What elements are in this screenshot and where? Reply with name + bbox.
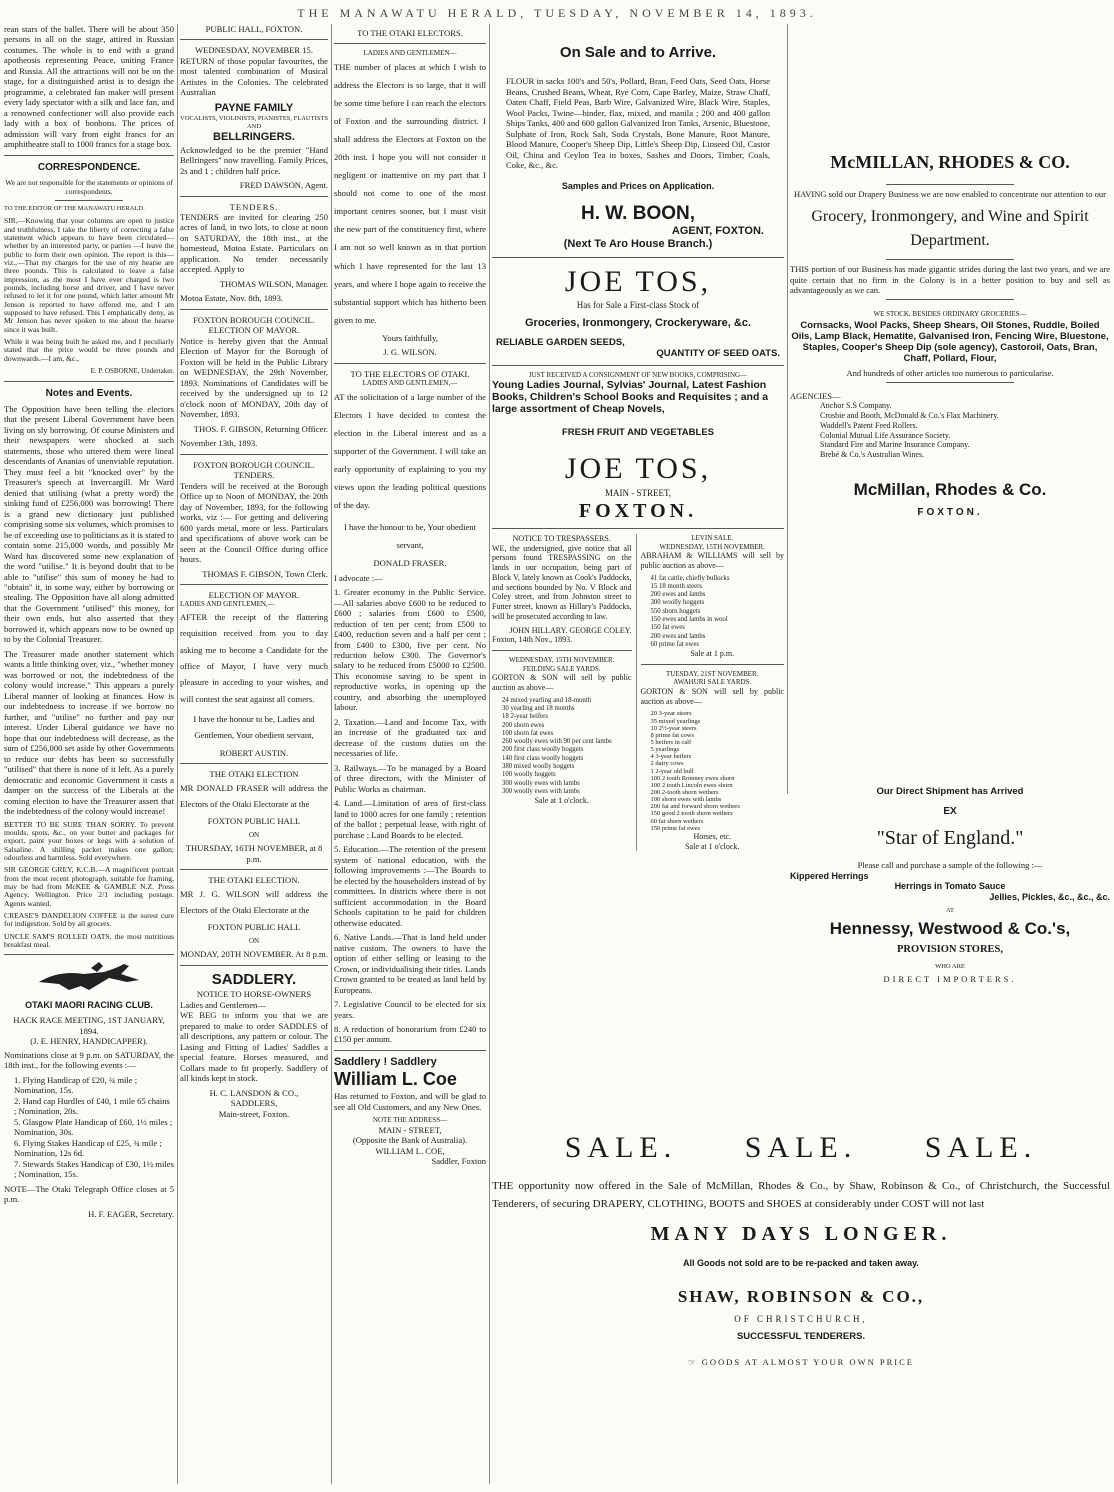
fraser-heading: TO THE ELECTORS OF OTAKI. xyxy=(350,368,470,379)
plank: 3. Railways.—To be managed by a Board of three directors, with the Minister of Public Works as chairman. xyxy=(334,762,486,794)
feilding-text: GORTON & SON will sell by public auction as above— xyxy=(492,673,632,693)
mcmillan-intro: HAVING sold our Drapery Business we are now enabled to concentrate our attention to our xyxy=(794,188,1106,199)
feilding-heading: FEILDING SALE YARDS. xyxy=(522,664,601,673)
election-signature: THOS. F. GIBSON, Returning Officer. xyxy=(193,423,328,434)
letter-addressee: TO THE EDITOR OF THE MANAWATU HERALD. xyxy=(4,205,145,213)
stock-item: 60 fat shorn wethers xyxy=(650,817,704,825)
levin-text: ABRAHAM & WILLIAMS will sell by public auction as above— xyxy=(640,551,784,570)
coe-top: Saddlery ! Saddlery xyxy=(334,1055,437,1068)
stock-item: 100 2 tooth Romney ewes shorn xyxy=(650,774,735,782)
wilson-letter: THE number of places at which I wish to address the Electors is so large, that it will be some time before I can reach the electors of Foxton and the surrounding district. I shall address the Electors at Foxton on the 20th inst. I hope you will not consider it negligent or inattentive on my part that I should not come to one of the most important centres sooner, but I must visit the new part of the constituency first, where I am not so well known as in that portion which I have represented for the last 13 years, and where I hope again to receive the substantial support which has hitherto been given to me. xyxy=(334,62,486,325)
boon-agent: AGENT, FOXTON. xyxy=(671,224,764,237)
sale-ad xyxy=(492,1130,1110,1490)
mayor-salutation: LADIES AND GENTLEMEN,— xyxy=(180,600,275,609)
otaki-electors-heading: TO THE OTAKI ELECTORS. xyxy=(357,28,463,38)
shipment-item: Herrings in Tomato Sauce xyxy=(894,881,1006,892)
shipment-heading: Our Direct Shipment has Arrived xyxy=(876,786,1024,797)
trespass-signature: JOHN HILLARY. GEORGE COLEY. xyxy=(509,625,632,635)
agency-item: Anchor S.S Company. xyxy=(820,401,892,411)
mayor-heading: ELECTION OF MAYOR. xyxy=(208,590,300,600)
joe-tos-title: JOE TOS, xyxy=(564,264,712,298)
feilding-sale: Sale at 1 o'clock. xyxy=(534,796,589,806)
race-event: 1. Flying Handicap of £20, ¾ mile ; Nomination, 15s. xyxy=(14,1074,138,1096)
otaki-venue: FOXTON PUBLIC HALL xyxy=(207,922,301,933)
stock-item: 100 shorn fat ewes xyxy=(502,729,554,737)
stock-item: 200 shorn ewes xyxy=(502,721,545,729)
stock-item: 30 yearling and 18 months xyxy=(502,705,575,713)
trespass-heading: NOTICE TO TRESPASSERS. xyxy=(512,533,611,543)
election-date: November 13th, 1893. xyxy=(180,438,258,449)
saddlery-heading: SADDLERY. xyxy=(211,970,297,988)
shipment-call: Please call and purchase a sample of the following :— xyxy=(857,860,1043,871)
election-text: Notice is hereby given that the Annual Election of Mayor for the Borough of Foxton will be held in the Public Library on WEDNESDAY, the 29th November, 1893. Nominations of Candidates will be received by the undersigned up to 12 o'clock noon of MONDAY, 20th day of November, 1893. xyxy=(180,335,328,420)
plank: 5. Education.—The retention of the present system of national education, with the following improvements :—The Boards to be elected by the householders instead of by committees. In districts where there is not sufficient accommodation in the Board Schools capitation to be paid for children otherwise educated. xyxy=(334,844,487,928)
column-4 xyxy=(492,24,784,851)
stock-item: 200 first class woolly hoggets xyxy=(502,746,584,754)
stock-item: 24 mixed yearling and 18-month xyxy=(502,696,592,704)
boon-name: H. W. BOON, xyxy=(581,202,695,224)
column-5 xyxy=(790,24,1110,784)
tenders-signature: THOMAS F. GIBSON, Town Clerk. xyxy=(202,568,328,579)
fraser-letter: AT the solicitation of a large number of the Electors I have decided to contest the election in the Liberal interest and as a supporter of the Government. I will take an early opportunity of explaining to you my views upon the leading political questions of the day. xyxy=(334,391,486,510)
tenders-heading: TENDERS. xyxy=(233,470,275,481)
stock-item: 150 fat ewes xyxy=(650,624,685,632)
column-2 xyxy=(180,24,328,1488)
agency-item: Brebé & Co.'s Australian Wines. xyxy=(820,450,925,460)
notes-heading: Notes and Events. xyxy=(45,387,133,399)
coe-signature: WILLIAM L. COE, xyxy=(375,1145,445,1156)
tenders-date: Motoa Estate, Nov. 8th, 1893. xyxy=(180,293,284,304)
coe-opposite: (Opposite the Bank of Australia). xyxy=(352,1135,468,1146)
shipment-item: Jellies, Pickles, &c., &c., &c. xyxy=(989,892,1110,903)
mcmillan-town: FOXTON. xyxy=(917,506,983,518)
provision-stores: PROVISION STORES, xyxy=(896,944,1003,956)
sale-title: SALE. SALE. SALE. xyxy=(564,1131,1038,1164)
shipment-ex: EX xyxy=(943,805,957,817)
mcmillan-signature: McMillan, Rhodes & Co. xyxy=(853,479,1047,499)
trespass-date: Foxton, 14th Nov., 1893. xyxy=(492,635,573,645)
stock-item: 300 woolly ewes with lambs xyxy=(502,779,580,787)
bellringers: BELLRINGERS. xyxy=(213,131,295,144)
awahuri-heading: AWAHURI SALE YARDS. xyxy=(673,678,752,687)
stock-item: 200 ewes and lambs xyxy=(650,632,706,640)
awahuri-date: TUESDAY, 21ST NOVEMBER. xyxy=(666,669,759,678)
stock-item: 5 heifers in calf xyxy=(650,738,692,746)
column-rule xyxy=(787,24,788,794)
who-are: WHO ARE xyxy=(935,962,965,970)
council-heading: FOXTON BOROUGH COUNCIL. xyxy=(193,314,315,325)
levin-date: WEDNESDAY, 15TH NOVEMBER. xyxy=(659,542,765,551)
sale-text: THE opportunity now offered in the Sale of McMillan, Rhodes & Co., by Shaw, Robinson & Co., of Christchurch, the Successful Tenderers, of securing DRAPERY, CLOTHING, BOOTS and SHOES at considerably under COST will not last xyxy=(492,1179,1110,1211)
letter-signature: E. P. OSBORNE, Undertaker. xyxy=(90,367,174,376)
fresh-fruit: FRESH FRUIT AND VEGETABLES xyxy=(561,427,714,439)
coe-note: NOTE THE ADDRESS— xyxy=(372,1116,448,1125)
race-club-title: OTAKI MAORI RACING CLUB. xyxy=(25,1000,153,1011)
of-christchurch: OF CHRISTCHURCH, xyxy=(734,1314,868,1325)
stock-item: 380 mixed woolly hoggets xyxy=(502,763,575,771)
agency-item: Standard Fire and Marine Insurance Company. xyxy=(820,440,970,450)
stock-more: And hundreds of other articles too numerous to particularise. xyxy=(846,367,1054,378)
wilson-signature: J. G. WILSON. xyxy=(383,347,437,358)
tenders-text: TENDERS are invited for clearing 250 acres of land, in two lots, to close at noon on SATURDAY, the 18th inst., at the homestead, Motoa Estate. Particulars on application. No tender necessarily accepted. Apply to xyxy=(180,211,328,275)
notes-paragraph: BETTER TO BE SURE THAN SORRY. To prevent moulds, spots, &c., on your butter and packages for export, paint your boxes or kegs with a solution of Salsaline. A shilling packet makes one gallon; odourless and harmless. Sold everywhere. xyxy=(4,819,174,863)
saddlery-signature: H. C. LANSDON & CO., xyxy=(209,1087,299,1098)
repacked-note: All Goods not sold are to be re-packed and taken away. xyxy=(683,1258,919,1269)
notes-paragraph: UNCLE SAM'S ROLLED OATS, the most nutritious breakfast meal. xyxy=(4,931,174,950)
stock-item: 10 2½-year steers xyxy=(650,724,697,732)
stock-item: 300 woolly hoggets xyxy=(650,599,705,607)
joe-tos-subtitle: Has for Sale a First-class Stock of xyxy=(576,300,700,311)
stock-item: 140 first class woolly hoggets xyxy=(502,754,584,762)
books-intro: JUST RECEIVED A CONSIGNMENT OF NEW BOOKS, COMPRISING— xyxy=(528,370,748,379)
joe-tos-town: FOXTON. xyxy=(578,499,698,522)
stock-list: Cornsacks, Wool Packs, Sheep Shears, Oil Stones, Ruddle, Boiled Oils, Lamp Black, Hematite, Galvanised Iron, Fencing Wire, Bluestone, Staples, Cooper's Sheep Dip (sole agency), Castoroil, Oats, Bran, Chaff, Pollard, Flour, xyxy=(791,319,1109,364)
stock-item: 8 prime fat cows xyxy=(650,731,695,739)
fraser-closing: I have the honour to be, Your obedient servant, xyxy=(344,522,476,551)
otaki-venue: FOXTON PUBLIC HALL xyxy=(207,816,301,827)
agencies-heading: AGENCIES— xyxy=(790,390,841,401)
wilson-closing: Yours faithfully, xyxy=(382,332,438,343)
successful-tenderers: SUCCESSFUL TENDERERS. xyxy=(736,1331,866,1343)
joe-tos-street: MAIN - STREET, xyxy=(604,487,672,498)
otaki-election-heading: THE OTAKI ELECTION. xyxy=(208,875,300,886)
mayor-closing: I have the honour to be, Ladies and Gentlemen, Your obedient servant, xyxy=(193,713,315,741)
hall-title: PUBLIC HALL, FOXTON. xyxy=(205,24,303,34)
joe-tos-goods: Groceries, Ironmongery, Crockeryware, &c. xyxy=(525,317,751,330)
election-heading: ELECTION OF MAYOR. xyxy=(208,325,300,336)
otaki-election-text: MR J. G. WILSON will address the Electors of the Otaki Electorate at the xyxy=(180,888,328,916)
agency-item: Waddell's Patent Feed Rollers. xyxy=(820,420,918,430)
race-event: 6. Flying Stakes Handicap of £25, ¾ mile ; Nomination, 12s 6d. xyxy=(14,1137,162,1159)
plank: 4. Land.—Limitation of area of first-class land to 1000 acres for one family ; retention of the ballot ; perpetual lease, with right of purchase ; Land Boards to be elected. xyxy=(334,798,486,840)
plank: 2. Taxation.—Land and Income Tax, with an increase of the graduated tax and decrease of the custom duties on the necessaries of life. xyxy=(334,716,486,759)
concert-date: WEDNESDAY, NOVEMBER 15. xyxy=(195,45,313,56)
notes-paragraph: SIR GEORGE GREY, K.C.B.—A magnificent portrait from the most recent photograph, suitable for framing, may be had from McKEE & GAMBLE N.Z. Press Agency, Wellington. Price 2/1 including postage. Agents wanted. xyxy=(4,865,174,908)
stock-item: 200 ewes and lambs xyxy=(650,591,706,599)
mayor-signature: ROBERT AUSTIN. xyxy=(219,747,289,758)
plank: 8. A reduction of honorarium from £240 to £150 per annum. xyxy=(334,1023,486,1045)
tenders-heading: TENDERS. xyxy=(229,201,279,212)
garden-seeds: RELIABLE GARDEN SEEDS, xyxy=(496,336,625,348)
race-events xyxy=(4,1075,174,1180)
stock-item: 5 yearlings xyxy=(650,746,680,754)
otaki-on: ON xyxy=(248,936,260,945)
joe-tos-title: JOE TOS, xyxy=(564,452,712,486)
shipment-ad xyxy=(790,780,1110,1060)
race-event: 7. Stewards Stakes Handicap of £30, 1½ miles ; Nomination, 15s. xyxy=(14,1158,174,1180)
stock-item: 550 shorn hoggets xyxy=(650,607,701,615)
notes-paragraph: The Treasurer made another statement which wants a little thinking over, viz., "whether money was borrowed or not, the indebtedness of the colony would increase." This appears a purely Liberal manner of looking at finances. How is our indebtedness to increase if we borrow no further, and "utilise" no further and pay our interest. Under Liberal guidance we have no hope that our indebtedness will decrease, as the sum of £256,000 set aside by other Governments to reduce our debts has been so successfully "utilised" that there is none of it left. As a purely democratic and economic Government it casts a damper on the success of the Liberals at the coming election to have the Treasurer assert that the indebtedness of the colony would increase! xyxy=(4,648,174,817)
race-note: NOTE—The Otaki Telegraph Office closes at 5 p.m. xyxy=(4,1183,174,1205)
boon-list: FLOUR in sacks 100's and 50's, Pollard, Bran, Feed Oats, Seed Oats, Horse Beans, Crushed Beans, Wheat, Rye Corn, Cape Barley, Maize, Straw Chaff, Oaten Chaff, Field Peas, Barb Wire, Galvanized Wire, Black Wire, Staples, Wool Packs, Twine—binder, flax, mixed, and manila ; 200 and 400 gallon Ships Tanks, 400 and 600 gallon Galvanized Iron Tanks, Arsenic, Bluestone, Sulphate of Iron, Rock Salt, Soda Crystals, Bone Manure, Root Manure, Blood Manure, Cooper's Sheep Dip, Little's Sheep Dip, Linseed Oil, Castor Oil, China and Ceylon Tea in boxes, Sashes and Doors, Timber, Coals, Coke, &c., &c. xyxy=(506,76,770,171)
correspondence-note: We are not responsible for the statements or opinions of correspondents. xyxy=(5,178,173,197)
plank: 7. Legislative Council to be elected for six years. xyxy=(334,999,486,1020)
stock-item: 4 3-year heifers xyxy=(650,753,692,761)
coe-text: Has returned to Foxton, and will be glad to see all Old Customers, and any New Ones. xyxy=(334,1091,486,1112)
agencies-list xyxy=(790,401,1110,460)
stock-item: 1 2-year old bull xyxy=(650,767,694,775)
shipment-at: AT xyxy=(946,907,954,915)
correspondence-heading: CORRESPONDENCE. xyxy=(37,161,141,173)
seed-oats: QUANTITY OF SEED OATS. xyxy=(656,348,780,360)
saddlery-text: WE BEG to inform you that we are prepared to make to order SADDLES of all descriptions, any pattern or colour. The Lasing and Fitting of Ladies' Saddles a special feature. Horses measured, and Collars made to fit properly. Saddlery of all kinds kept in stock. xyxy=(180,1010,328,1084)
stock-item: 2 dairy cows xyxy=(650,760,684,768)
race-meeting: HACK RACE MEETING, 1ST JANUARY, 1894. xyxy=(13,1015,165,1036)
mcmillan-text: THIS portion of our Business has made gigantic strides during the last two years, and we are quite certain that no firm in the Colony is in a better position to buy and sell as advantageously as we can. xyxy=(790,264,1110,296)
race-signature: H. F. EAGER, Secretary. xyxy=(88,1208,174,1219)
letter-body: SIR,—Knowing that your columns are open to justice and truthfulness, I take the liberty of correcting a false statement which appears to have been circulated—whether by an interested party, or parties —I leave the public to form their own opinion. The report is this—viz.,—That my charges for the use of my hearse are three pounds. This is calculated to leave a false impression, as the most I have ever charged is two pounds, including horse and driver, and I have never refused to let it for one pound, which latter amount Mr Jenson is reported to have offered me, and I am supposed to have refused. This I emphatically deny, as Mr Jenson has never spoken to me about the hearse since it was built. xyxy=(4,216,174,334)
column-rule xyxy=(331,24,332,1484)
stock-item: 15 18 month steers xyxy=(650,582,703,590)
payne-signature: FRED DAWSON, Agent. xyxy=(239,180,328,191)
salutation: LADIES AND GENTLEMEN— xyxy=(363,49,457,58)
mcmillan-heading: McMILLAN, RHODES & CO. xyxy=(830,152,1070,172)
agency-item: Colonial Mutual Life Assurance Society. xyxy=(820,430,951,440)
shipment-item: Kippered Herrings xyxy=(790,870,869,881)
horse-owners-notice: NOTICE TO HORSE-OWNERS xyxy=(196,989,312,1000)
race-event: 2. Hand cap Hurdles of £40, 1 mile 65 chains ; Nomination, 20s. xyxy=(14,1095,170,1117)
levin-sale-time: Sale at 1 p.m. xyxy=(690,649,735,659)
column-rule xyxy=(177,24,178,1484)
race-handicapper: (J. E. HENRY, HANDICAPPER). xyxy=(30,1036,148,1047)
coe-trade: Saddler, Foxton xyxy=(431,1156,486,1167)
column-rule xyxy=(489,24,490,1484)
trespass-text: WE, the undersigned, give notice that all persons found TRESPASSING on the lands in our occupation, being part of Block V, lately known as Cook's Paddocks, and sections bounded by No. V Block and Coley street, and from Johnston street to Futter street, known as Hillary's Paddocks, will be prosecuted according to law. xyxy=(492,543,632,621)
column-3 xyxy=(334,24,486,1488)
direct-importers: DIRECT IMPORTERS. xyxy=(883,973,1017,984)
stock-item: 60 prime fat ewes xyxy=(650,640,700,648)
stock-item: 300 woolly ewes with lambs xyxy=(502,787,580,795)
stock-item: 150 good 2 tooth shorn wethers xyxy=(650,810,733,818)
levin-sale xyxy=(636,534,785,851)
awahuri-extra: Horses, etc. xyxy=(693,831,732,841)
levin-heading: LEVIN SALE. xyxy=(691,533,734,542)
stock-item: 35 mixed yearlings xyxy=(650,717,701,725)
otaki-date: MONDAY, 20TH NOVEMBER. At 8 p.m. xyxy=(180,949,328,960)
fraser-signature: DONALD FRASER. xyxy=(373,558,447,569)
stock-item: 150 prime fat ewes xyxy=(650,824,701,832)
otaki-election-heading: THE OTAKI ELECTION xyxy=(209,769,299,780)
masthead: THE MANAWATU HERALD, TUESDAY, NOVEMBER 14, 1893. xyxy=(297,6,817,20)
mcmillan-department: Grocery, Ironmongery, and Wine and Spirit Department. xyxy=(811,208,1089,250)
notes-paragraph: The Opposition have been telling the electors that the present Liberal Government have been living on sly borrowing. Of course Ministers and their newspapers were shocked at such statements, those who uttered them were lineal descendants of Ananias of unenviable reputation. They must feel a bit "knocked over" by the Treasurer's speech at Invercargill. Mr Ward denied that utilising (what a pretty word) the sinking fund of £256,000 was borrowing! There is a grand new dictionary just published comprising some six volumes, which promises to be of exceeding use to politicians as it is stated to contain some 215,000 words, and possibly Mr Ward has discovered some new explanation of the word "utilise." It is beyond doubt that to be able to "utilise" this sum of money he had to "obtain" it, in some way, either by borrowing or stealing. The Opposition have all along admitted that the Government "utilised" this money, for their own ends, but also asserted that they borrowed it, which appears now to be owned up to by the Colonial Treasurer. xyxy=(4,403,174,645)
tenders-text: Tenders will be received at the Borough Office up to Noon of MONDAY, the 20th day of November, 1893, for the following works, viz :— For getting and delivering 600 yards metal, more or less. Particulars and specifications of above work can be seen at the Council Office during office hours. xyxy=(180,480,328,565)
goods-price: ☞ GOODS AT ALMOST YOUR OWN PRICE xyxy=(688,1356,914,1367)
many-days: MANY DAYS LONGER. xyxy=(650,1222,952,1245)
race-event: 5. Glasgow Plate Handicap of £60, 1½ miles ; Nomination, 30s. xyxy=(14,1116,173,1138)
mayor-text: AFTER the receipt of the flattering requisition received from you to day asking me to become a Candidate for the office of Mayor, I have very much pleasure in acceding to your wishes, and will contest the seat against all comers. xyxy=(180,612,328,704)
stock-heading: WE STOCK, BESIDES ORDINARY GROCERIES— xyxy=(873,310,1027,319)
otaki-on: ON xyxy=(248,830,260,839)
saddlery-salutation: Ladies and Gentlemen— xyxy=(180,999,266,1010)
letter-body-2: While it was being built he asked me, and I peculiarly stated that the price would be three pounds and downwards.—I am, &c., xyxy=(4,337,174,363)
plank: 1. Greater economy in the Public Service.—All salaries above £600 to be reduced to £600 ; salaries from £600 to £500, reduction of ten per cent; from £500 to £400, reduction seven and a half per cent ; from £400 to £300, five per cent. No reduction below £300. The Governor's salary to be reduced from £5000 to £2500. This economise saving to be spent in reproductive works, in opening up the country, and absorbing the unemployed labour. xyxy=(334,587,486,713)
otaki-date: THURSDAY, 16TH NOVEMBER, at 8 p.m. xyxy=(185,843,323,864)
samples-note: Samples and Prices on Application. xyxy=(561,180,715,191)
tenders-signature: THOMAS WILSON, Manager. xyxy=(219,278,328,289)
trespass-notice xyxy=(492,534,632,851)
levin-list xyxy=(641,575,785,650)
awahuri-text: GORTON & SON will sell by public auction as above— xyxy=(640,686,784,706)
stock-item: 20 3-year steers xyxy=(650,710,692,718)
stock-item: 150 ewes and lambs in wool xyxy=(650,615,728,623)
hennessy-name: Hennessy, Westwood & Co.'s, xyxy=(829,919,1071,939)
stock-item: 18 2-year heifers xyxy=(502,713,549,721)
stock-item: 100 2 tooth Lincoln ewes shorn xyxy=(650,781,733,789)
ship-name: "Star of England." xyxy=(876,826,1024,849)
stock-item: 100 shorn ewes with lambs xyxy=(650,796,722,804)
feilding-date: WEDNESDAY, 15TH NOVEMBER. xyxy=(509,656,615,665)
racehorse-illustration xyxy=(29,960,149,994)
feilding-list xyxy=(492,697,632,796)
council-heading: FOXTON BOROUGH COUNCIL. xyxy=(193,459,315,470)
coe-address: MAIN - STREET, xyxy=(378,1124,442,1135)
notes-paragraph: CREASE'S DANDELION COFFEE is the surest cure for indigestion. Sold by all grocers. xyxy=(4,911,174,929)
race-intro: Nominations close at 9 p.m. on SATURDAY, the 18th inst., for the following events :— xyxy=(4,1049,174,1071)
awahuri-sale-time: Sale at 1 o'clock. xyxy=(685,841,740,851)
salutation: LADIES AND GENTLEMEN,— xyxy=(362,379,458,388)
coe-name: William L. Coe xyxy=(334,1069,457,1090)
awahuri-list xyxy=(641,710,785,831)
stock-item: 260 woolly ewes with 90 per cent lambs xyxy=(502,738,612,746)
stock-item: 200 2-tooth shorn wethers xyxy=(650,788,719,796)
boon-branch: (Next Te Aro House Branch.) xyxy=(563,238,713,251)
payne-text: Acknowledged to be the premier "Hand Bellringers" now travelling. Family Prices, 2s and 1 ; children half price. xyxy=(180,144,328,176)
payne-family: PAYNE FAMILY xyxy=(214,101,294,114)
concert-text: RETURN of those popular favourites, the most talented combination of Musical Artistes in the Colonies. The celebrated Australian xyxy=(180,55,328,98)
stock-item: 200 fat and forward shorn wethers xyxy=(650,803,740,811)
onsale-heading: On Sale and to Arrive. xyxy=(559,44,717,61)
shaw-robinson: SHAW, ROBINSON & CO., xyxy=(677,1287,925,1307)
plank: 6. Native Lands.—That is land held under native custom. The owners to have the option of either selling or leasing to the Crown, or individualising their titles. Lands Crown granted to be treated as land held by Europeans. xyxy=(334,932,486,995)
stock-item: 41 fat cattle, chiefly bullocks xyxy=(650,574,730,582)
payne-subtitle: VOCALISTS, VIOLINISTS, PIANISTES, FLAUTISTS AND xyxy=(180,115,328,131)
saddlery-address: Main-street, Foxton. xyxy=(218,1108,290,1119)
agency-item: Crosbie and Booth, McDonald & Co.'s Flax Machinery. xyxy=(820,411,999,421)
advocate-heading: I advocate :— xyxy=(334,572,383,583)
saddlery-trade: SADDLERS, xyxy=(230,1098,278,1109)
stock-item: 100 woolly hoggets xyxy=(502,771,556,779)
books-list: Young Ladies Journal, Sylvias' Journal, Latest Fashion Books, Children's School Books and Requisites ; and a large assortment of Cheap Novels, xyxy=(492,379,769,416)
notices-row xyxy=(492,534,784,851)
otaki-election-text: MR DONALD FRASER will address the Electors of the Otaki Electorate at the xyxy=(180,782,328,809)
ballet-text: rean stars of the ballet. There will be about 350 persons in all on the stage, attired in Russian costumes. The whole is to end with a grand apotheosis representing Peace, uniting France and Russia. All the attractions will not be on the stage, for a distinguished artist is to design the programme, a celebrated fan maker will present every lady spectator with a silk and lace fan, and a renowned confectioner will also provide each lady with a box of bonbons. The prices of admission will vary from eight francs for an amphitheatre stall to 1000 francs for a stage box. xyxy=(4,24,174,150)
column-1 xyxy=(4,24,174,1488)
